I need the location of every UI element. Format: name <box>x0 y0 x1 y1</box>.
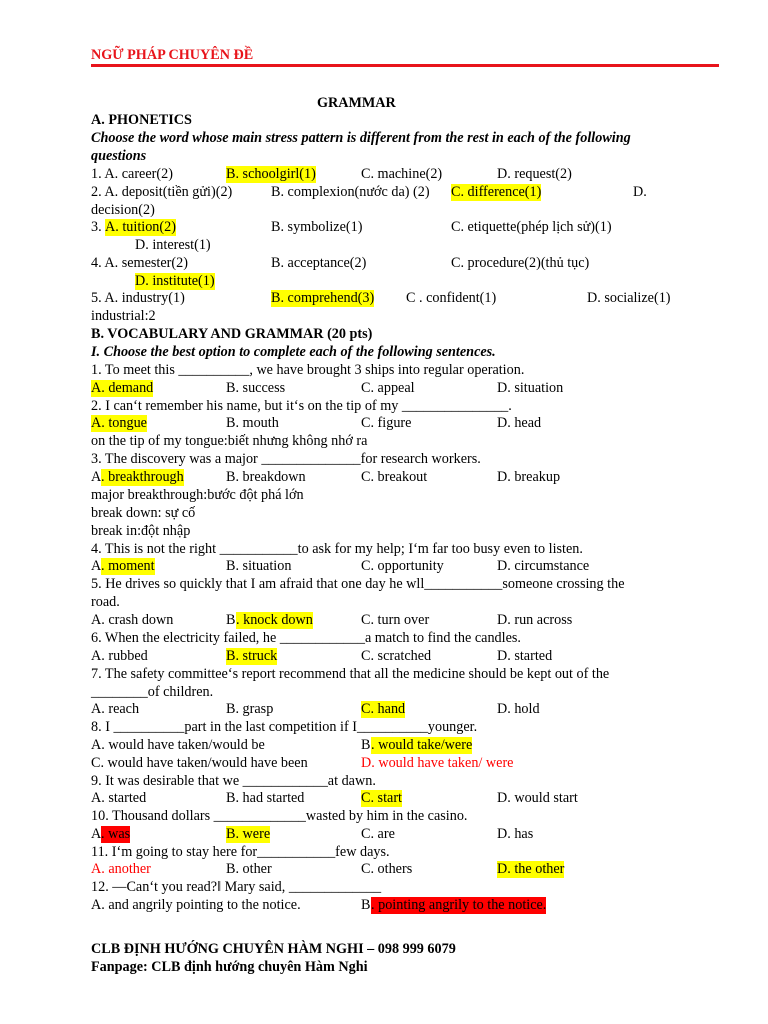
v12-question: 12. —Can‘t you read?‖ Mary said, _____________ <box>91 879 382 895</box>
v9-option-b: B. had started <box>226 790 305 806</box>
v10-question: 10. Thousand dollars _____________wasted by him in the casino. <box>91 808 468 824</box>
v7-question: 7. The safety committee‘s report recommend that all the medicine should be kept out of the <box>91 666 610 682</box>
p2-option-d: D. <box>633 184 647 200</box>
p5-option-a: 5. A. industry(1) <box>91 290 185 306</box>
p3-option-c: C. etiquette(phép lịch sử)(1) <box>451 219 612 235</box>
section-a-instruction-cont: questions <box>91 148 147 164</box>
v10-option-a: . was <box>101 826 131 842</box>
v7-question-cont: ________of children. <box>91 684 214 700</box>
v11-option-a: A. another <box>91 861 151 877</box>
p4-option-d: D. institute(1) <box>135 273 215 289</box>
v2-note: on the tip of my tongue:biết nhưng không nhớ ra <box>91 433 368 449</box>
v11-option-b: B. other <box>226 861 272 877</box>
v11-option-d: D. the other <box>497 861 565 877</box>
v5-question: 5. He drives so quickly that I am afraid that one day he wll___________someone crossing the <box>91 576 625 592</box>
v9-option-c: C. start <box>361 790 402 806</box>
v6-question: 6. When the electricity failed, he ____________a match to find the candles. <box>91 630 521 646</box>
v6-option-c: C. scratched <box>361 648 432 664</box>
p3-option-d: D. interest(1) <box>135 237 211 253</box>
p2-option-c: C. difference(1) <box>451 184 542 200</box>
section-a-instruction: Choose the word whose main stress pattern is different from the rest in each of the following <box>91 130 631 146</box>
v8-option-b-letter: B <box>361 737 371 753</box>
v7-option-b: B. grasp <box>226 701 274 717</box>
footer-fanpage: Fanpage: CLB định hướng chuyên Hàm Nghi <box>91 959 368 975</box>
v10-option-b: B. were <box>226 826 271 842</box>
v3-option-c: C. breakout <box>361 469 428 485</box>
v1-option-c: C. appeal <box>361 380 415 396</box>
v12-option-a: A. and angrily pointing to the notice. <box>91 897 301 913</box>
section-a-heading: A. PHONETICS <box>91 112 192 128</box>
v12-option-b: . pointing angrily to the notice. <box>371 897 547 913</box>
v4-question: 4. This is not the right ___________to ask for my help; I‘m far too busy even to listen. <box>91 541 583 557</box>
v3-option-a: . breakthrough <box>101 469 184 485</box>
v9-option-a: A. started <box>91 790 147 806</box>
v4-option-a: . moment <box>101 558 155 574</box>
p1-option-c: C. machine(2) <box>361 166 443 182</box>
v9-option-d: D. would start <box>497 790 578 806</box>
v1-option-b: B. success <box>226 380 286 396</box>
v7-option-d: D. hold <box>497 701 540 717</box>
v3-option-b: B. breakdown <box>226 469 306 485</box>
p2-option-a: 2. A. deposit(tiền gửi)(2) <box>91 184 233 200</box>
v11-question: 11. I‘m going to stay here for___________few days. <box>91 844 390 860</box>
document-header: NGỮ PHÁP CHUYÊN ĐỀ <box>91 47 254 63</box>
v1-option-a: A. demand <box>91 380 154 396</box>
v5-option-b: . knock down <box>236 612 313 628</box>
v5-option-b-letter: B <box>226 612 236 628</box>
v7-option-c: C. hand <box>361 701 406 717</box>
v2-option-a: A. tongue <box>91 415 147 431</box>
p1-option-b: B. schoolgirl(1) <box>226 166 316 182</box>
v2-option-c: C. figure <box>361 415 412 431</box>
p2-option-b: B. complexion(nước da) (2) <box>271 184 430 200</box>
p5-option-b: B. comprehend(3) <box>271 290 375 306</box>
v4-option-a-letter: A <box>91 558 102 574</box>
v10-option-c: C. are <box>361 826 395 842</box>
p2-option-d-cont: decision(2) <box>91 202 155 218</box>
v10-option-d: D. has <box>497 826 534 842</box>
v12-option-b-letter: B <box>361 897 371 913</box>
v11-option-c: C. others <box>361 861 413 877</box>
v4-option-d: D. circumstance <box>497 558 590 574</box>
p1-option-d: D. request(2) <box>497 166 572 182</box>
v2-question: 2. I can‘t remember his name, but it‘s on the tip of my _______________. <box>91 398 512 414</box>
p3-option-b: B. symbolize(1) <box>271 219 363 235</box>
v10-option-a-letter: A <box>91 826 102 842</box>
document-title: GRAMMAR <box>317 95 396 111</box>
header-divider <box>91 64 719 67</box>
p1-option-a: 1. A. career(2) <box>91 166 173 182</box>
v3-question: 3. The discovery was a major ______________for research workers. <box>91 451 481 467</box>
footer-club-contact: CLB ĐỊNH HƯỚNG CHUYÊN HÀM NGHI – 098 999 6079 <box>91 941 456 957</box>
v6-option-a: A. rubbed <box>91 648 148 664</box>
v2-option-d: D. head <box>497 415 542 431</box>
v6-option-d: D. started <box>497 648 553 664</box>
p3-option-a: A. tuition(2) <box>105 219 176 235</box>
v3-note-3: break in:đột nhập <box>91 523 191 539</box>
v4-option-b: B. situation <box>226 558 292 574</box>
v5-option-a: A. crash down <box>91 612 174 628</box>
p5-note: industrial:2 <box>91 308 156 324</box>
v2-option-b: B. mouth <box>226 415 279 431</box>
v1-option-d: D. situation <box>497 380 564 396</box>
p3-number: 3. <box>91 219 102 235</box>
v3-note-2: break down: sự cố <box>91 505 196 521</box>
v8-option-b: . would take/were <box>371 737 473 753</box>
v8-question: 8. I __________part in the last competition if I__________younger. <box>91 719 478 735</box>
p4-option-c: C. procedure(2)(thủ tục) <box>451 255 590 271</box>
v8-option-c: C. would have taken/would have been <box>91 755 308 771</box>
p5-option-c: C . confident(1) <box>406 290 497 306</box>
v9-question: 9. It was desirable that we ____________at dawn. <box>91 773 376 789</box>
p4-option-a: 4. A. semester(2) <box>91 255 188 271</box>
v3-option-d: D. breakup <box>497 469 561 485</box>
v5-option-c: C. turn over <box>361 612 430 628</box>
v4-option-c: C. opportunity <box>361 558 444 574</box>
v5-question-cont: road. <box>91 594 120 610</box>
p4-option-b: B. acceptance(2) <box>271 255 367 271</box>
v7-option-a: A. reach <box>91 701 140 717</box>
section-b-heading: B. VOCABULARY AND GRAMMAR (20 pts) <box>91 326 373 342</box>
section-b-instruction: I. Choose the best option to complete each of the following sentences. <box>91 344 496 360</box>
v3-option-a-letter: A <box>91 469 102 485</box>
v3-note-1: major breakthrough:bước đột phá lớn <box>91 487 304 503</box>
v8-option-a: A. would have taken/would be <box>91 737 265 753</box>
v6-option-b: B. struck <box>226 648 278 664</box>
p5-option-d: D. socialize(1) <box>587 290 671 306</box>
v5-option-d: D. run across <box>497 612 573 628</box>
v8-option-d: D. would have taken/ were <box>361 755 514 771</box>
v1-question: 1. To meet this __________, we have brought 3 ships into regular operation. <box>91 362 525 378</box>
